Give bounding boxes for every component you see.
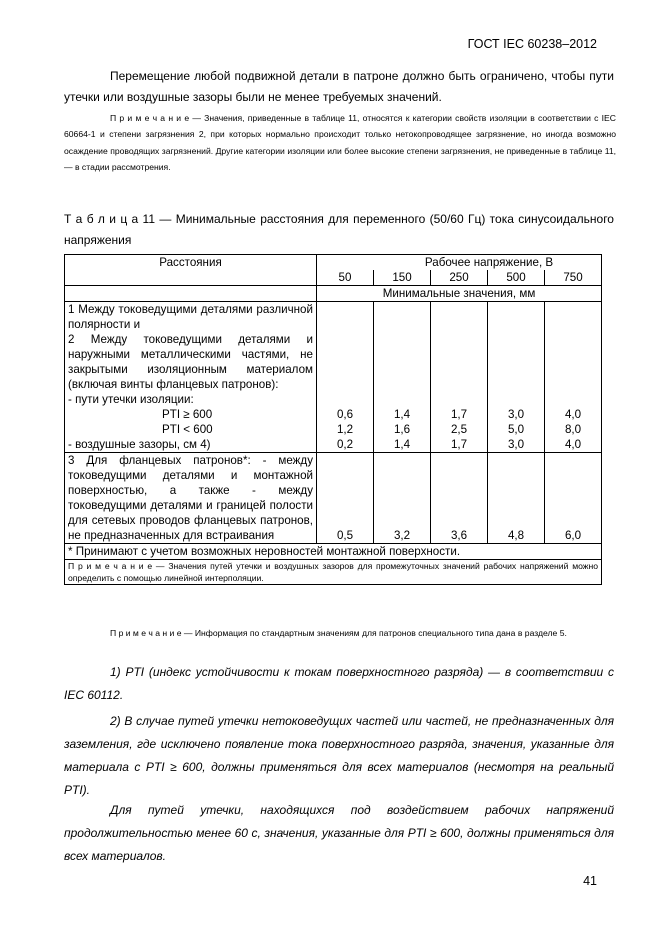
table-row [65, 302, 602, 453]
footnote-1: 1) PTI (индекс устойчивости к токам поверхностного разряда) — в соответствии с IEC 60112. [64, 665, 614, 702]
row-3-value-500: 4,8 [488, 453, 545, 544]
row-3-description: 3 Для фланцевых патронов*: - между токоведущими деталями и монтажной поверхностью, а также - между токоведущими деталями и границей полости для сетевых проводов фланцевых патронов, не предназначенных для встраивания [65, 453, 317, 544]
note-text: — Информация по стандартным значениям для патронов специального типа дана в разделе 5. [181, 628, 567, 638]
distance-table [64, 254, 602, 585]
note-label: П р и м е ч а н и е [110, 628, 182, 638]
row-1-values-500: 3,0 5,0 3,0 [488, 302, 545, 453]
voltage-250: 250 [431, 270, 488, 286]
row-3-value-250: 3,6 [431, 453, 488, 544]
row-1-values-750: 4,0 8,0 4,0 [545, 302, 602, 453]
document-code: ГОСТ IEC 60238–2012 [467, 37, 597, 51]
voltage-750: 750 [545, 270, 602, 286]
row-3-value-50: 0,5 [317, 453, 374, 544]
note-1 [64, 110, 616, 175]
header-distances: Расстояния [65, 255, 317, 286]
table-footnote: * Принимают с учетом возможных неровностей монтажной поверхности. [65, 544, 602, 560]
table-row [65, 453, 602, 544]
note-label: П р и м е ч а н и е [110, 113, 190, 123]
row-1-values-150: 1,4 1,6 1,4 [374, 302, 431, 453]
min-values-header: Минимальные значения, мм [317, 286, 602, 302]
row-1-values-50: 0,6 1,2 0,2 [317, 302, 374, 453]
table-label: Т а б л и ц а 11 [64, 212, 156, 226]
row-3-value-750: 6,0 [545, 453, 602, 544]
table-caption [64, 209, 614, 250]
header-voltage: Рабочее напряжение, В [317, 255, 602, 271]
row-1-description: 1 Между токоведущими деталями различной полярности и 2 Между токоведущими деталями и наружными металлическими частями, не закрытыми изоляционным материалом (включая винты фланцевых патронов): - пути утечки изоляции: PTI ≥ 600 PTI < 600 - воздушные зазоры, см 4) [65, 302, 317, 453]
voltage-500: 500 [488, 270, 545, 286]
row-1-values-250: 1,7 2,5 1,7 [431, 302, 488, 453]
footnote-3: Для путей утечки, находящихся под воздействием рабочих напряжений продолжительностью менее 60 с, значения, указанные для PTI ≥ 600, должны применяться для всех материалов. [64, 803, 614, 863]
page-number: 41 [583, 874, 597, 888]
table-caption-text: — Минимальные расстояния для переменного (50/60 Гц) тока синусоидального напряжения [64, 212, 614, 247]
voltage-150: 150 [374, 270, 431, 286]
note-text: — Значения, приведенные в таблице 11, относятся к категории свойств изоляции в соответствии с IEC 60664-1 и степени загрязнения 2, при которых нормально происходит только нетокопроводящее загрязнение, но иногда возможно осаждение проводящих загрязнений. Другие категории изоляции или более высокие степени загрязнения, не приведенные в таблице 11, — в стадии рассмотрения. [64, 113, 616, 172]
intro-paragraph: Перемещение любой подвижной детали в патроне должно быть ограничено, чтобы пути утечки или воздушные зазоры были не менее требуемых значений. [64, 69, 614, 104]
voltage-50: 50 [317, 270, 374, 286]
note-2 [64, 625, 616, 641]
footnote-2: 2) В случае путей утечки нетоковедущих частей или частей, не предназначенных для заземления, где исключено появление тока поверхностного разряда, значения, указанные для материала с PTI ≥ 600, должны применяться для всех материалов (несмотря на реальный PTI). [64, 714, 614, 797]
row-3-value-150: 3,2 [374, 453, 431, 544]
table-note: П р и м е ч а н и е — Значения путей утечки и воздушных зазоров для промежуточных значений рабочих напряжений можно определить с помощью линейной интерполяции. [65, 560, 602, 585]
